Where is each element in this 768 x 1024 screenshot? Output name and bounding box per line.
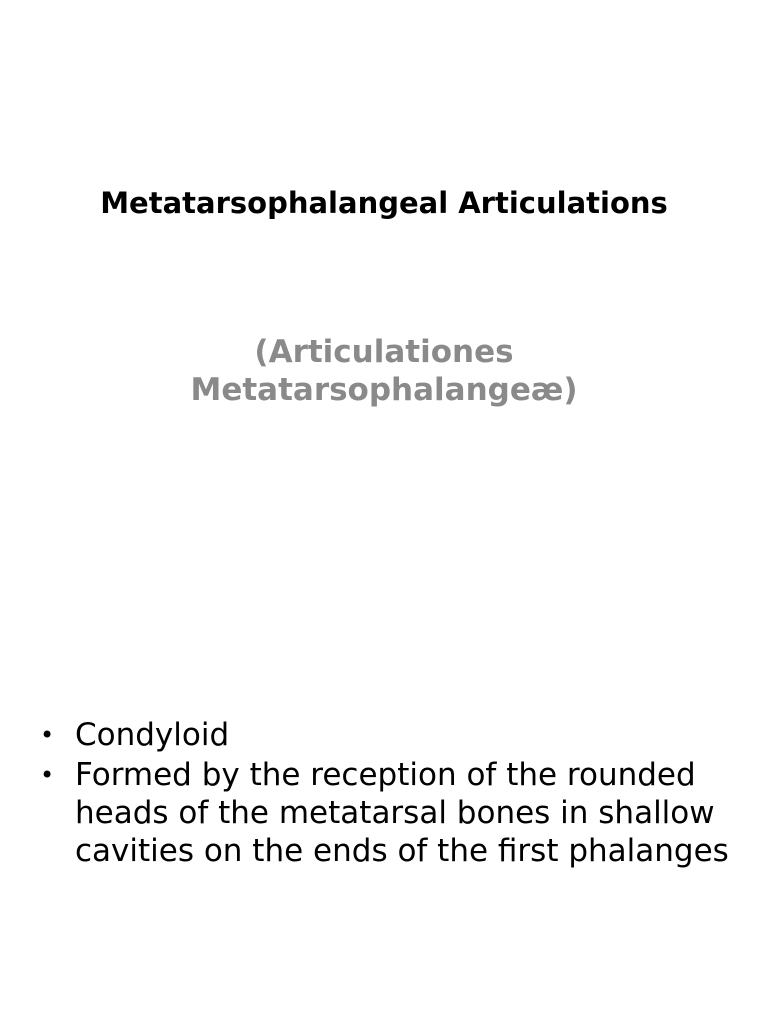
bullet-list: [40, 716, 740, 872]
bullet-text: Condyloid: [75, 717, 230, 753]
bullet-icon: •: [40, 721, 55, 749]
subtitle-line: Metatarsophalangeæ): [190, 372, 578, 408]
bullet-item: [40, 756, 740, 870]
slide-title: Metatarsophalangeal Articulations: [100, 186, 668, 220]
bullet-icon: •: [40, 761, 55, 789]
subtitle-line: (Articulationes: [254, 334, 514, 370]
slide-subtitle: [0, 333, 768, 409]
bullet-item: [40, 716, 740, 754]
bullet-text: Formed by the reception of the rounded heads of the metatarsal bones in shallow cavities on the ends of the first phalanges: [75, 757, 729, 869]
